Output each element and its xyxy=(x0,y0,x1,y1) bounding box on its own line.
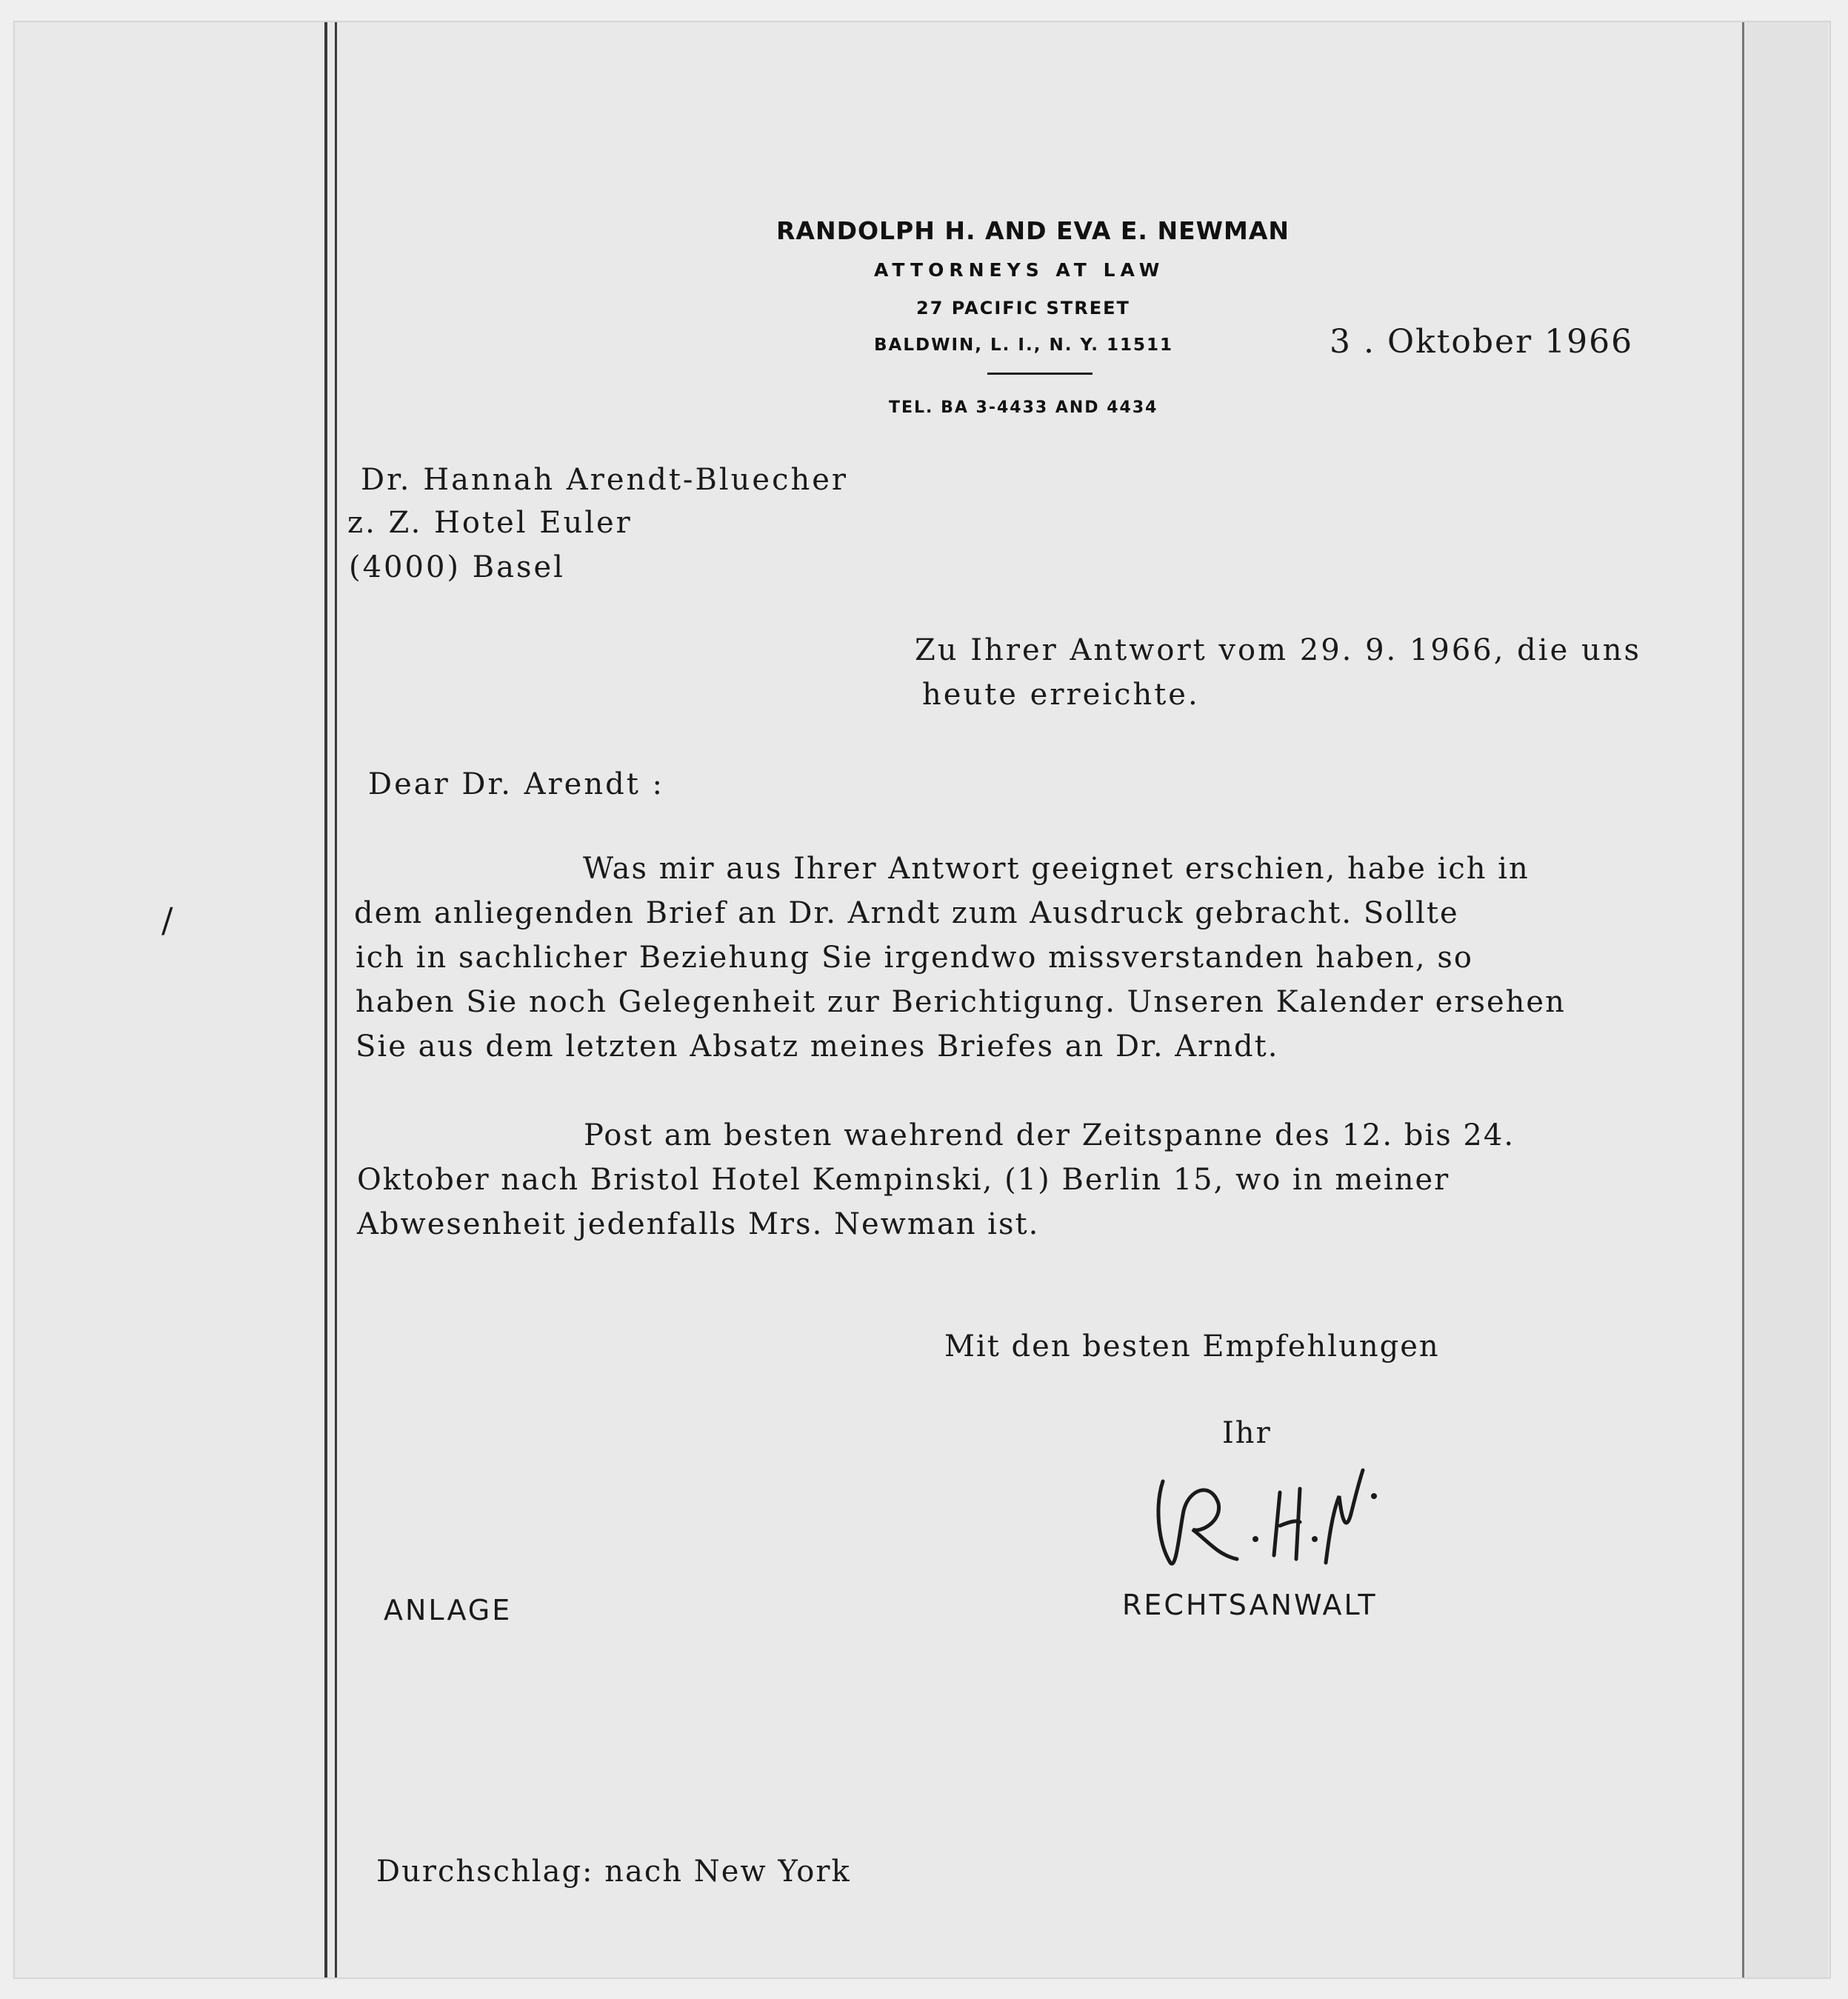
body-line: ich in sachlicher Beziehung Sie irgendwo missverstanden haben, so xyxy=(356,941,1473,975)
letterhead-street: 27 PACIFIC STREET xyxy=(916,298,1130,318)
right-edge-strip xyxy=(1745,22,1828,1978)
margin-mark: / xyxy=(161,900,173,940)
left-margin-line xyxy=(324,22,327,1978)
body-line: Oktober nach Bristol Hotel Kempinski, (1) Berlin 15, wo in meiner xyxy=(357,1163,1450,1197)
salutation: Dear Dr. Arendt : xyxy=(368,767,664,801)
closing-word: Ihr xyxy=(1222,1416,1272,1450)
body-line: Was mir aus Ihrer Antwort geeignet erschien, habe ich in xyxy=(583,852,1530,886)
recipient-hotel: z. Z. Hotel Euler xyxy=(347,506,633,540)
recipient-name: Dr. Hannah Arendt-Bluecher xyxy=(361,463,849,497)
enclosure-note: ANLAGE xyxy=(384,1594,513,1626)
body-line: Sie aus dem letzten Absatz meines Briefes an Dr. Arndt. xyxy=(356,1029,1279,1064)
body-line: Post am besten waehrend der Zeitspanne des 12. bis 24. xyxy=(584,1118,1515,1152)
carbon-copy-note: Durchschlag: nach New York xyxy=(376,1855,851,1889)
body-line: dem anliegenden Brief an Dr. Arndt zum Ausdruck gebracht. Sollte xyxy=(354,896,1459,930)
signer-title: RECHTSANWALT xyxy=(1122,1589,1378,1621)
letterhead-telephone: TEL. BA 3-4433 AND 4434 xyxy=(889,398,1158,417)
letterhead-title: ATTORNEYS AT LAW xyxy=(874,259,1165,281)
right-margin-line xyxy=(1742,22,1744,1978)
closing-phrase: Mit den besten Empfehlungen xyxy=(944,1329,1440,1364)
left-margin-line-inner xyxy=(335,22,337,1978)
body-line: haben Sie noch Gelegenheit zur Berichtigung. Unseren Kalender ersehen xyxy=(356,985,1566,1019)
body-line: Abwesenheit jedenfalls Mrs. Newman ist. xyxy=(357,1207,1040,1241)
reference-line: heute erreichte. xyxy=(922,678,1200,712)
letter-date: 3 . Oktober 1966 xyxy=(1330,323,1634,361)
recipient-city: (4000) Basel xyxy=(349,550,565,584)
letterhead-name: RANDOLPH H. AND EVA E. NEWMAN xyxy=(776,216,1290,245)
letterhead-city: BALDWIN, L. I., N. Y. 11511 xyxy=(874,336,1174,355)
handwritten-signature xyxy=(1148,1452,1385,1578)
reference-line: Zu Ihrer Antwort vom 29. 9. 1966, die uns xyxy=(915,633,1642,667)
letterhead-divider xyxy=(987,373,1093,375)
